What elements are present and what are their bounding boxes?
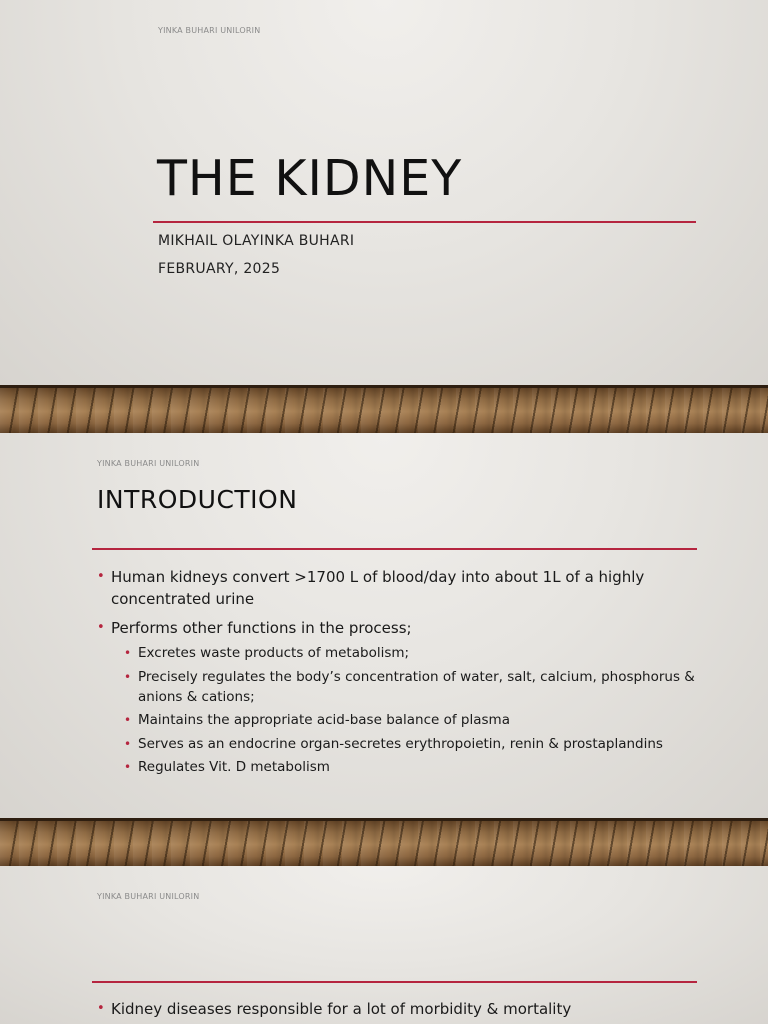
bullet-list	[97, 998, 697, 1024]
slide-watermark: YINKA BUHARI UNILORIN	[97, 459, 200, 468]
bullet-item: • Kidney diseases responsible for a lot of morbidity & mortality	[97, 998, 697, 1020]
wood-floor-divider	[0, 385, 768, 433]
slide-watermark: YINKA BUHARI UNILORIN	[97, 892, 200, 901]
sub-bullet-item: • Maintains the appropriate acid-base balance of plasma	[124, 710, 697, 730]
bullet-list	[97, 566, 697, 784]
sub-bullet-item: • Precisely regulates the body’s concentration of water, salt, calcium, phosphorus & anions & cations;	[124, 667, 697, 707]
author-name: MIKHAIL OLAYINKA BUHARI	[158, 233, 355, 249]
slide-title: INTRODUCTION	[97, 485, 298, 514]
bullet-item: • Human kidneys convert >1700 L of blood/day into about 1L of a highly concentrated urine	[97, 566, 697, 610]
bullet-item	[97, 617, 697, 777]
sub-bullet-item: • Regulates Vit. D metabolism	[124, 757, 697, 777]
introduction-slide	[0, 433, 768, 818]
sub-bullet-list	[124, 643, 697, 777]
title-divider	[92, 981, 697, 983]
title-divider	[153, 221, 696, 223]
bullet-text: Performs other functions in the process;	[111, 619, 412, 637]
continuation-slide	[0, 866, 768, 1024]
sub-bullet-item: • Excretes waste products of metabolism;	[124, 643, 697, 663]
sub-bullet-item: • Serves as an endocrine organ-secretes erythropoietin, renin & prostaplandins	[124, 734, 697, 754]
wood-floor-divider	[0, 818, 768, 866]
title-slide	[0, 0, 768, 385]
presentation-date: FEBRUARY, 2025	[158, 261, 281, 277]
slide-watermark: YINKA BUHARI UNILORIN	[158, 26, 261, 35]
title-divider	[92, 548, 697, 550]
presentation-title: THE KIDNEY	[157, 150, 463, 207]
